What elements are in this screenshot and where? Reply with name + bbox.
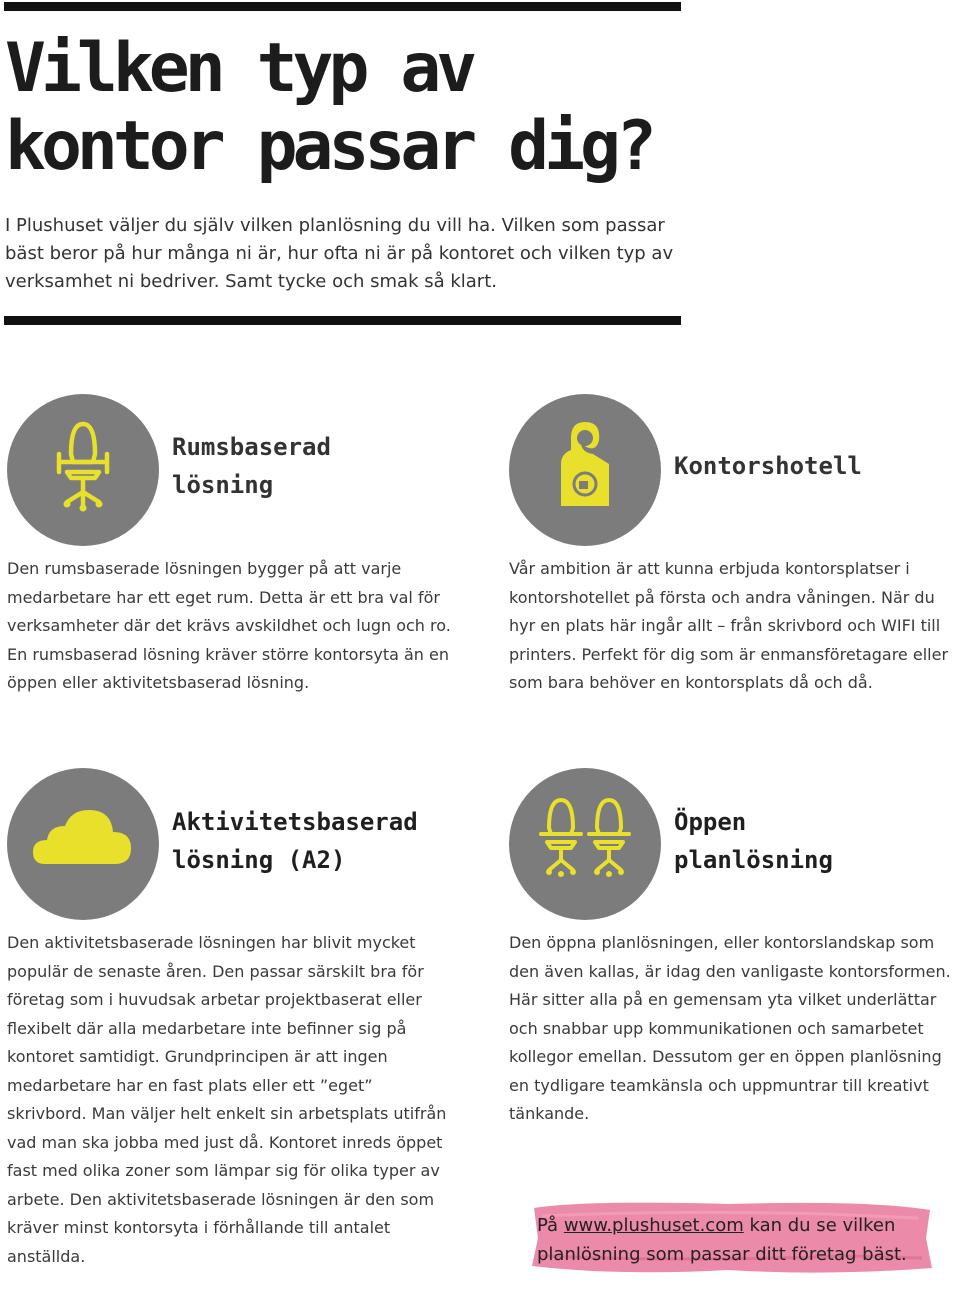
- body-rumsbaserad: Den rumsbaserade lösningen bygger på att varje medarbetare har ett eget rum. Detta är ett bra val för verksamheter där det krävs avskildhet och lugn och ro. En rumsbaserad lösning kräver större kontorsyta än en öppen eller aktivitetsbaserad lösning.: [7, 559, 451, 692]
- office-chair-icon: [7, 394, 159, 546]
- heading-aktivitetsbaserad: Aktivitetsbaserad lösning (A2): [172, 808, 418, 874]
- body-aktivitetsbaserad: Den aktivitetsbaserade lösningen har blivit mycket populär de senaste åren. Den passar särskilt bra för företag som i huvudsak arbetar projektbaserat eller flexibelt där alla medarbetare inte befinner sig på kontoret samtidigt. Grundprincipen är att ingen medarbetare har en fast plats eller ett ”eget” skrivbord. Man väljer helt enkelt sin arbetsplats utifrån vad man ska jobba med just då. Kontoret inreds öppet fast med olika zoner som lämpar sig för olika typer av arbete. Den aktivitetsbaserade lösningen är den som kräver minst kontorsyta i förhållande till antalet anställda.: [7, 933, 447, 1266]
- promo-text: På www.plushuset.com kan du se vilken planlösning som passar ditt företag bäst.: [537, 1215, 907, 1265]
- door-hanger-icon: [509, 394, 661, 546]
- heading-oppen-planlosning: Öppen planlösning: [674, 808, 833, 874]
- plushuset-link[interactable]: www.plushuset.com: [563, 1215, 744, 1236]
- page-title-line-1: Vilken typ av: [5, 29, 473, 108]
- page-title-line-2: kontor passar dig?: [5, 107, 652, 186]
- body-oppen-planlosning: Den öppna planlösningen, eller kontorslandskap som den även kallas, är idag den vanligaste kontorsformen. Här sitter alla på en gemensam yta vilket underlättar och snabbar upp kommunikationen och samarbetet kollegor emellan. Dessutom ger en öppen planlösning en tydligare teamkänsla och uppmuntrar till kreativt tänkande.: [509, 933, 951, 1123]
- cloud-icon: [7, 768, 159, 920]
- intro-text: I Plushuset väljer du själv vilken planlösning du vill ha. Vilken som passar bäst beror på hur många ni är, hur ofta ni är på kontoret och vilken typ av verksamhet ni bedriver. Samt tycke och smak så klart.: [5, 215, 674, 292]
- body-kontorshotell: Vår ambition är att kunna erbjuda kontorsplatser i kontorshotellet på första och andra våningen. När du hyr en plats här ingår allt – från skrivbord och WIFI till printers. Perfekt för dig som är enmansföretagare eller som bara behöver en kontorsplats då och då.: [509, 559, 949, 692]
- page-title: [5, 30, 905, 186]
- top-divider: [4, 2, 681, 11]
- two-chairs-icon: [509, 768, 661, 920]
- heading-rumsbaserad: Rumsbaserad lösning: [172, 433, 331, 499]
- section-divider: [4, 316, 681, 325]
- heading-kontorshotell: Kontorshotell: [674, 452, 862, 480]
